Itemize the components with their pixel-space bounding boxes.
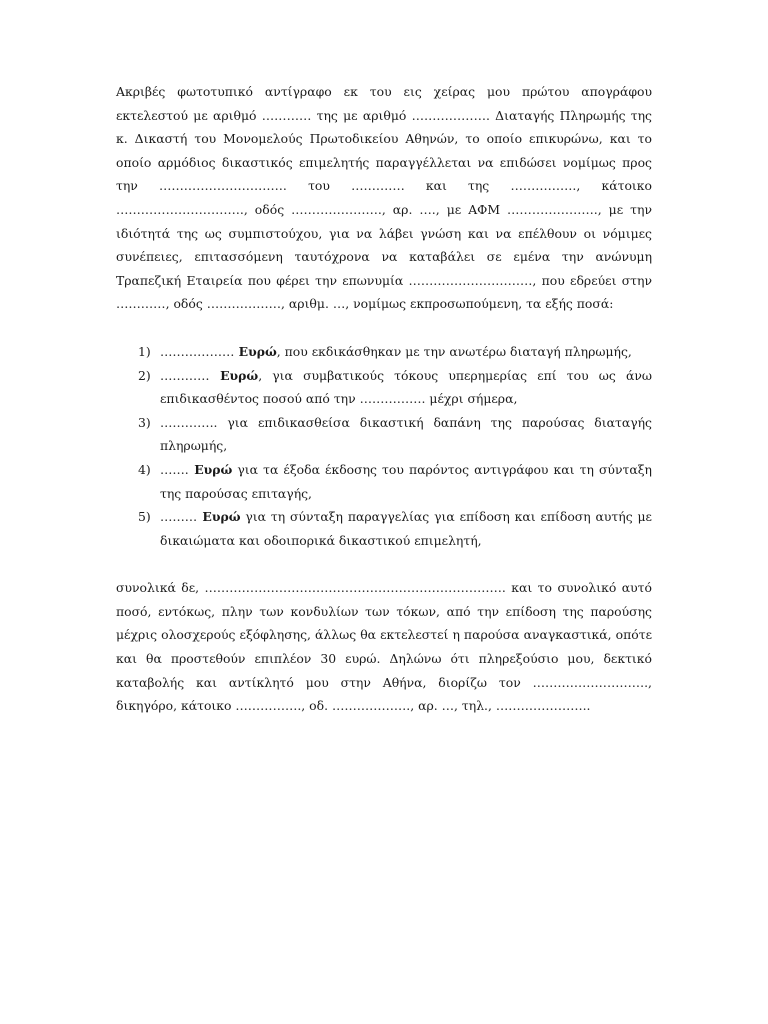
list-item-number: 3)	[138, 414, 151, 430]
amounts-list	[116, 340, 652, 552]
list-item-text: για τη σύνταξη παραγγελίας για επίδοση και επίδοση αυτής με δικαιώματα και οδοιπορικά δικαστικού επιμελητή,	[160, 509, 652, 548]
list-item	[116, 364, 652, 411]
list-item	[116, 458, 652, 505]
list-item-number: 4)	[138, 461, 151, 477]
amount-blank: ………	[160, 509, 198, 525]
amount-blank: …….	[160, 461, 189, 477]
currency-label: Ευρώ	[238, 343, 277, 359]
list-item-text: , που εκδικάσθηκαν με την ανωτέρω διαταγή πληρωμής,	[276, 343, 632, 359]
list-item	[116, 340, 652, 364]
amount-blank: …………..	[160, 414, 218, 430]
list-item-text: για τα έξοδα έκδοσης του παρόντος αντιγράφου και τη σύνταξη της παρούσας επιταγής,	[160, 461, 652, 501]
list-item-text: για επιδικασθείσα δικαστική δαπάνη της παρούσας διαταγής πληρωμής,	[160, 414, 652, 454]
currency-label: Ευρώ	[194, 461, 233, 477]
list-item	[116, 411, 652, 458]
list-item-number: 2)	[138, 367, 151, 383]
list-item-number: 5)	[138, 509, 151, 525]
amount-blank: ………………	[160, 343, 235, 359]
list-item-text: , για συμβατικούς τόκους υπερημερίας επί του ως άνω επιδικασθέντος ποσού από την ……………. μέχρι σήμερα,	[160, 367, 652, 407]
amount-blank: …………	[160, 367, 210, 383]
intro-paragraph: Ακριβές φωτοτυπικό αντίγραφο εκ του εις χείρας μου πρώτου απογράφου εκτελεστού με αριθμό ………… της με αριθμό ………………. Διαταγής Πληρωμής της κ. Δικαστή του Μονομελούς Πρωτοδικείου Αθηνών, το οποίο επικυρώνω, και το οποίο αρμόδιος δικαστικός επιμελητής παραγγέλλεται να επιδώσει νομίμως προς την …………………………. του …………. και της ……………., κάτοικο …………………………., οδός …………………., αρ. …., με ΑΦΜ …………………., με την ιδιότητά της ως συμπιστούχου, για να λάβει γνώση και να επέλθουν οι νόμιμες συνέπειες, επιτασσόμενη ταυτόχρονα να καταβάλει σε εμένα την ανώνυμη Τραπεζική Εταιρεία που φέρει την επωνυμία …………………………, που εδρεύει στην …………, οδός ………………, αριθμ. …, νομίμως εκπροσωπούμενη, τα εξής ποσά:	[116, 84, 652, 312]
list-item-number: 1)	[138, 343, 151, 359]
currency-label: Ευρώ	[220, 367, 259, 383]
document-page	[116, 80, 652, 718]
currency-label: Ευρώ	[202, 509, 241, 525]
list-item	[116, 505, 652, 552]
closing-paragraph: συνολικά δε, ………………………………………………………………. και το συνολικό αυτό ποσό, εντόκως, πλην των κονδυλίων των τόκων, από την επίδοση της παρούσης μέχρις ολοσχερούς εξόφλησης, άλλως θα εκτελεστεί η παρούσα αναγκαστικά, οπότε και θα προστεθούν επιπλέον 30 ευρώ. Δηλώνω ότι πληρεξούσιο μου, δεκτικό καταβολής και αντίκλητό μου στην Αθήνα, διορίζω τον ………………………., δικηγόρο, κάτοικο ……………., οδ. ………………., αρ. …, τηλ., …………………..	[116, 580, 652, 714]
